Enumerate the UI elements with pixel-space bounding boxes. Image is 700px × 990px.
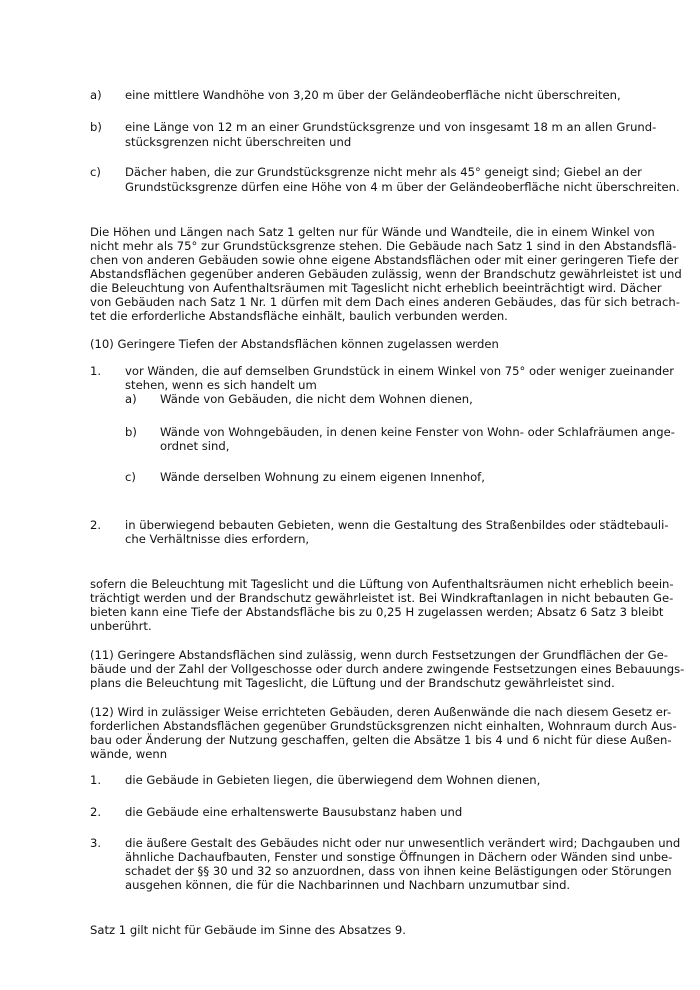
text-line: bieten kann eine Tiefe der Abstandsfläche bis zu 0,25 H zugelassen werden; Absatz 6 Satz 3 bleibt [90, 605, 664, 619]
text-line: von Gebäuden nach Satz 1 Nr. 1 dürfen mit dem Dach eines anderen Gebäudes, das für sich betrach- [90, 295, 680, 309]
list-text: ausgehen können, die für die Nachbarinnen und Nachbarn unzumutbar sind. [125, 878, 571, 892]
text-line: sofern die Beleuchtung mit Tageslicht und die Lüftung von Aufenthaltsräumen nicht erheblich beein- [90, 577, 674, 591]
list-label: c) [90, 165, 101, 179]
list-label: 3. [90, 836, 102, 850]
text-line: Abstandsflächen gegenüber anderen Gebäuden zulässig, wenn der Brandschutz gewährleistet ist und [90, 267, 682, 281]
list-text: in überwiegend bebauten Gebieten, wenn die Gestaltung des Straßenbildes oder städtebauli- [125, 518, 669, 532]
text-line: nicht mehr als 75° zur Grundstücksgrenze stehen. Die Gebäude nach Satz 1 sind in den Abstandsflä- [90, 239, 677, 253]
text-line: trächtigt werden und der Brandschutz gewährleistet ist. Bei Windkraftanlagen in nicht bebauten Ge- [90, 591, 674, 605]
list-text: vor Wänden, die auf demselben Grundstück in einem Winkel von 75° oder weniger zueinander [125, 364, 675, 378]
list-text: Wände derselben Wohnung zu einem eigenen Innenhof, [160, 470, 485, 484]
list-label: 2. [90, 805, 102, 819]
text-line: bäude und der Zahl der Vollgeschosse oder durch andere zwingende Festsetzungen eines Bebauungs- [90, 662, 685, 676]
list-text: eine Länge von 12 m an einer Grundstücksgrenze und von insgesamt 18 m an allen Grund- [125, 120, 657, 134]
text-line: (11) Geringere Abstandsflächen sind zulässig, wenn durch Festsetzungen der Grundflächen der Ge- [90, 648, 668, 662]
list-text: die Gebäude in Gebieten liegen, die überwiegend dem Wohnen dienen, [125, 773, 541, 787]
list-label: 2. [90, 518, 102, 532]
list-text: che Verhältnisse dies erfordern, [125, 532, 310, 546]
list-label: b) [90, 120, 102, 134]
list-label: 1. [90, 364, 102, 378]
list-text: stehen, wenn es sich handelt um [125, 378, 317, 392]
text-line: unberührt. [90, 619, 152, 633]
list-text: ähnliche Dachaufbauten, Fenster und sonstige Öffnungen in Dächern oder Wänden sind unbe- [125, 850, 673, 864]
text-line: forderlichen Abstandsflächen gegenüber Grundstücksgrenzen nicht einhalten, Wohnraum durch Aus- [90, 719, 677, 733]
closing-sentence: Satz 1 gilt nicht für Gebäude im Sinne des Absatzes 9. [90, 923, 406, 937]
list-text: Dächer haben, die zur Grundstücksgrenze nicht mehr als 45° geneigt sind; Giebel an der [125, 165, 642, 179]
list-text: schadet der §§ 30 und 32 so anzuordnen, dass von ihnen keine Belästigungen oder Störungen [125, 864, 672, 878]
list-label: 1. [90, 773, 102, 787]
list-label: b) [125, 425, 137, 439]
text-line: plans die Beleuchtung mit Tageslicht, die Lüftung und der Brandschutz gewährleistet sind. [90, 676, 615, 690]
list-text: die äußere Gestalt des Gebäudes nicht oder nur unwesentlich verändert wird; Dachgauben und [125, 836, 681, 850]
text-line: chen von anderen Gebäuden sowie ohne eigene Abstandsflächen oder mit einer geringeren Tiefe der [90, 253, 679, 267]
text-line: Die Höhen und Längen nach Satz 1 gelten nur für Wände und Wandteile, die in einem Winkel von [90, 225, 655, 239]
text-line: wände, wenn [90, 747, 168, 761]
list-text: Grundstücksgrenze dürfen eine Höhe von 4 m über der Geländeoberfläche nicht überschreiten. [125, 180, 680, 194]
list-label: a) [90, 88, 102, 102]
text-line: die Beleuchtung von Aufenthaltsräumen mit Tageslicht nicht erheblich beeinträchtigt wird. Dächer [90, 281, 662, 295]
list-text: eine mittlere Wandhöhe von 3,20 m über der Geländeoberfläche nicht überschreiten, [125, 88, 621, 102]
text-line: tet die erforderliche Abstandsfläche einhält, baulich verbunden werden. [90, 309, 508, 323]
paragraph-heading: (10) Geringere Tiefen der Abstandsflächen können zugelassen werden [90, 337, 499, 351]
text-line: (12) Wird in zulässiger Weise errichteten Gebäuden, deren Außenwände die nach diesem Gesetz er- [90, 705, 672, 719]
text-line: bau oder Änderung der Nutzung geschaffen, gelten die Absätze 1 bis 4 und 6 nicht für diese Außen- [90, 733, 672, 747]
list-text: ordnet sind, [160, 439, 230, 453]
list-label: c) [125, 470, 136, 484]
list-text: die Gebäude eine erhaltenswerte Bausubstanz haben und [125, 805, 463, 819]
list-text: Wände von Gebäuden, die nicht dem Wohnen dienen, [160, 392, 473, 406]
list-text: stücksgrenzen nicht überschreiten und [125, 135, 352, 149]
list-text: Wände von Wohngebäuden, in denen keine Fenster von Wohn- oder Schlafräumen ange- [160, 425, 675, 439]
list-label: a) [125, 392, 137, 406]
